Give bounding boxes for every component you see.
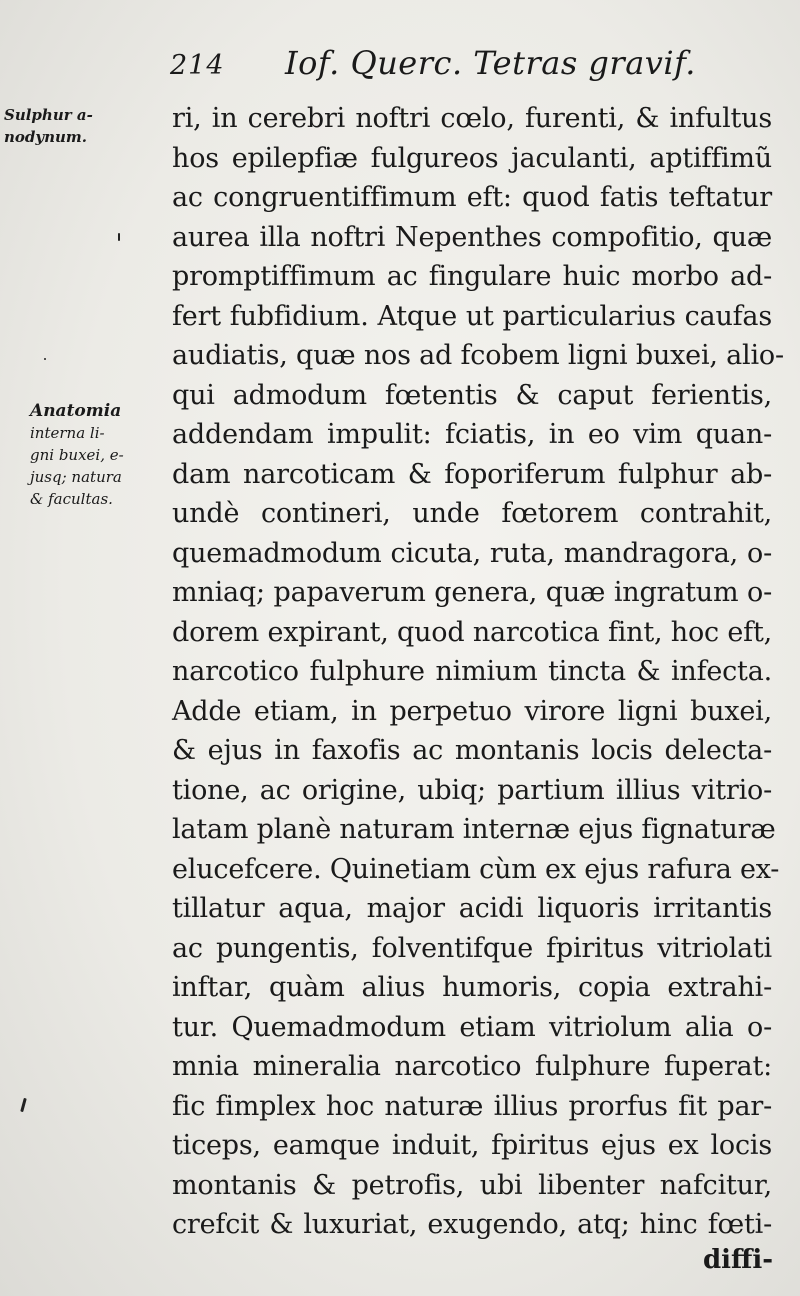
margin-note-line: Sulphur a- [4, 106, 93, 124]
text-line: quemadmodum cicuta, ruta, mandragora, o- [172, 537, 772, 569]
text-line: qui admodum fœtentis & caput ferientis, [172, 379, 772, 411]
text-line: undè contineri, unde fœtorem contrahit, [172, 498, 772, 529]
text-line: addendam impulit: fciatis, in eo vim quan- [172, 419, 772, 450]
body-text [172, 99, 784, 1245]
text-line: elucefcere. Quinetiam cùm ex ejus rafura ex- [172, 853, 780, 885]
text-line: inftar, quàm alius humoris, copia extrahi- [172, 972, 772, 1003]
margin-note-line: Anatomia [30, 401, 122, 421]
text-line: tione, ac origine, ubiq; partium illius vitrio- [172, 774, 772, 806]
text-line: mniaq; papaverum genera, quæ ingratum o- [172, 577, 772, 608]
margin-note-anatomia [30, 400, 124, 510]
text-line: crefcit & luxuriat, exugendo, atq; hinc fœti- [172, 1209, 772, 1240]
text-line: fic fimplex hoc naturæ illius prorfus fit par- [172, 1090, 772, 1122]
text-line: ticeps, eamque induit, fpiritus ejus ex locis [172, 1130, 772, 1161]
text-line: mnia mineralia narcotico fulphure fuperat: [172, 1051, 772, 1082]
marginal-notes [0, 0, 180, 1296]
text-line: tillatur aqua, major acidi liquoris irritantis [172, 893, 772, 924]
page-header [170, 44, 696, 90]
text-line: dorem expirant, quod narcotica fint, hoc eft, [172, 616, 772, 648]
text-line: ac pungentis, folventifque fpiritus vitriolati [172, 932, 772, 964]
text-line: narcotico fulphure nimium tincta & infecta. [172, 656, 772, 687]
running-head: Iof. Querc. Tetras gravif. [285, 44, 696, 82]
margin-note-line: jusq; natura [30, 468, 122, 486]
text-line: ac congruentiffimum eft: quod fatis teftatur [172, 182, 772, 213]
text-line: & ejus in faxofis ac montanis locis delecta- [172, 735, 772, 766]
text-line: ri, in cerebri noftri cœlo, furenti, & infultus [172, 103, 772, 134]
ink-speck [44, 358, 46, 360]
text-line: hos epilepfiæ fulgureos jaculanti, aptiffimũ [172, 142, 772, 174]
margin-note-line: gni buxei, e- [30, 446, 124, 464]
text-line: montanis & petrofis, ubi libenter nafcitur, [172, 1169, 772, 1201]
ink-speck [118, 233, 120, 241]
text-line: promptiffimum ac fingulare huic morbo ad- [172, 261, 772, 292]
catchword: diffi- [703, 1245, 774, 1275]
text-line: audiatis, quæ nos ad fcobem ligni buxei, alio- [172, 340, 784, 371]
text-line: dam narcoticam & foporiferum fulphur ab- [172, 458, 772, 490]
page-number: 214 [170, 50, 225, 81]
margin-note-line: interna li- [30, 424, 105, 442]
text-line: latam planè naturam internæ ejus fignaturæ [172, 814, 776, 845]
margin-note-sulphur [4, 104, 93, 148]
text-line: aurea illa noftri Nepenthes compofitio, quæ [172, 221, 772, 253]
text-line: tur. Quemadmodum etiam vitriolum alia o- [172, 1011, 772, 1043]
text-line: Adde etiam, in perpetuo virore ligni buxei, [172, 695, 772, 727]
margin-note-line: nodynum. [4, 128, 88, 146]
margin-note-line: & facultas. [30, 490, 113, 508]
text-line: fert fubfidium. Atque ut particularius caufas [172, 300, 772, 332]
